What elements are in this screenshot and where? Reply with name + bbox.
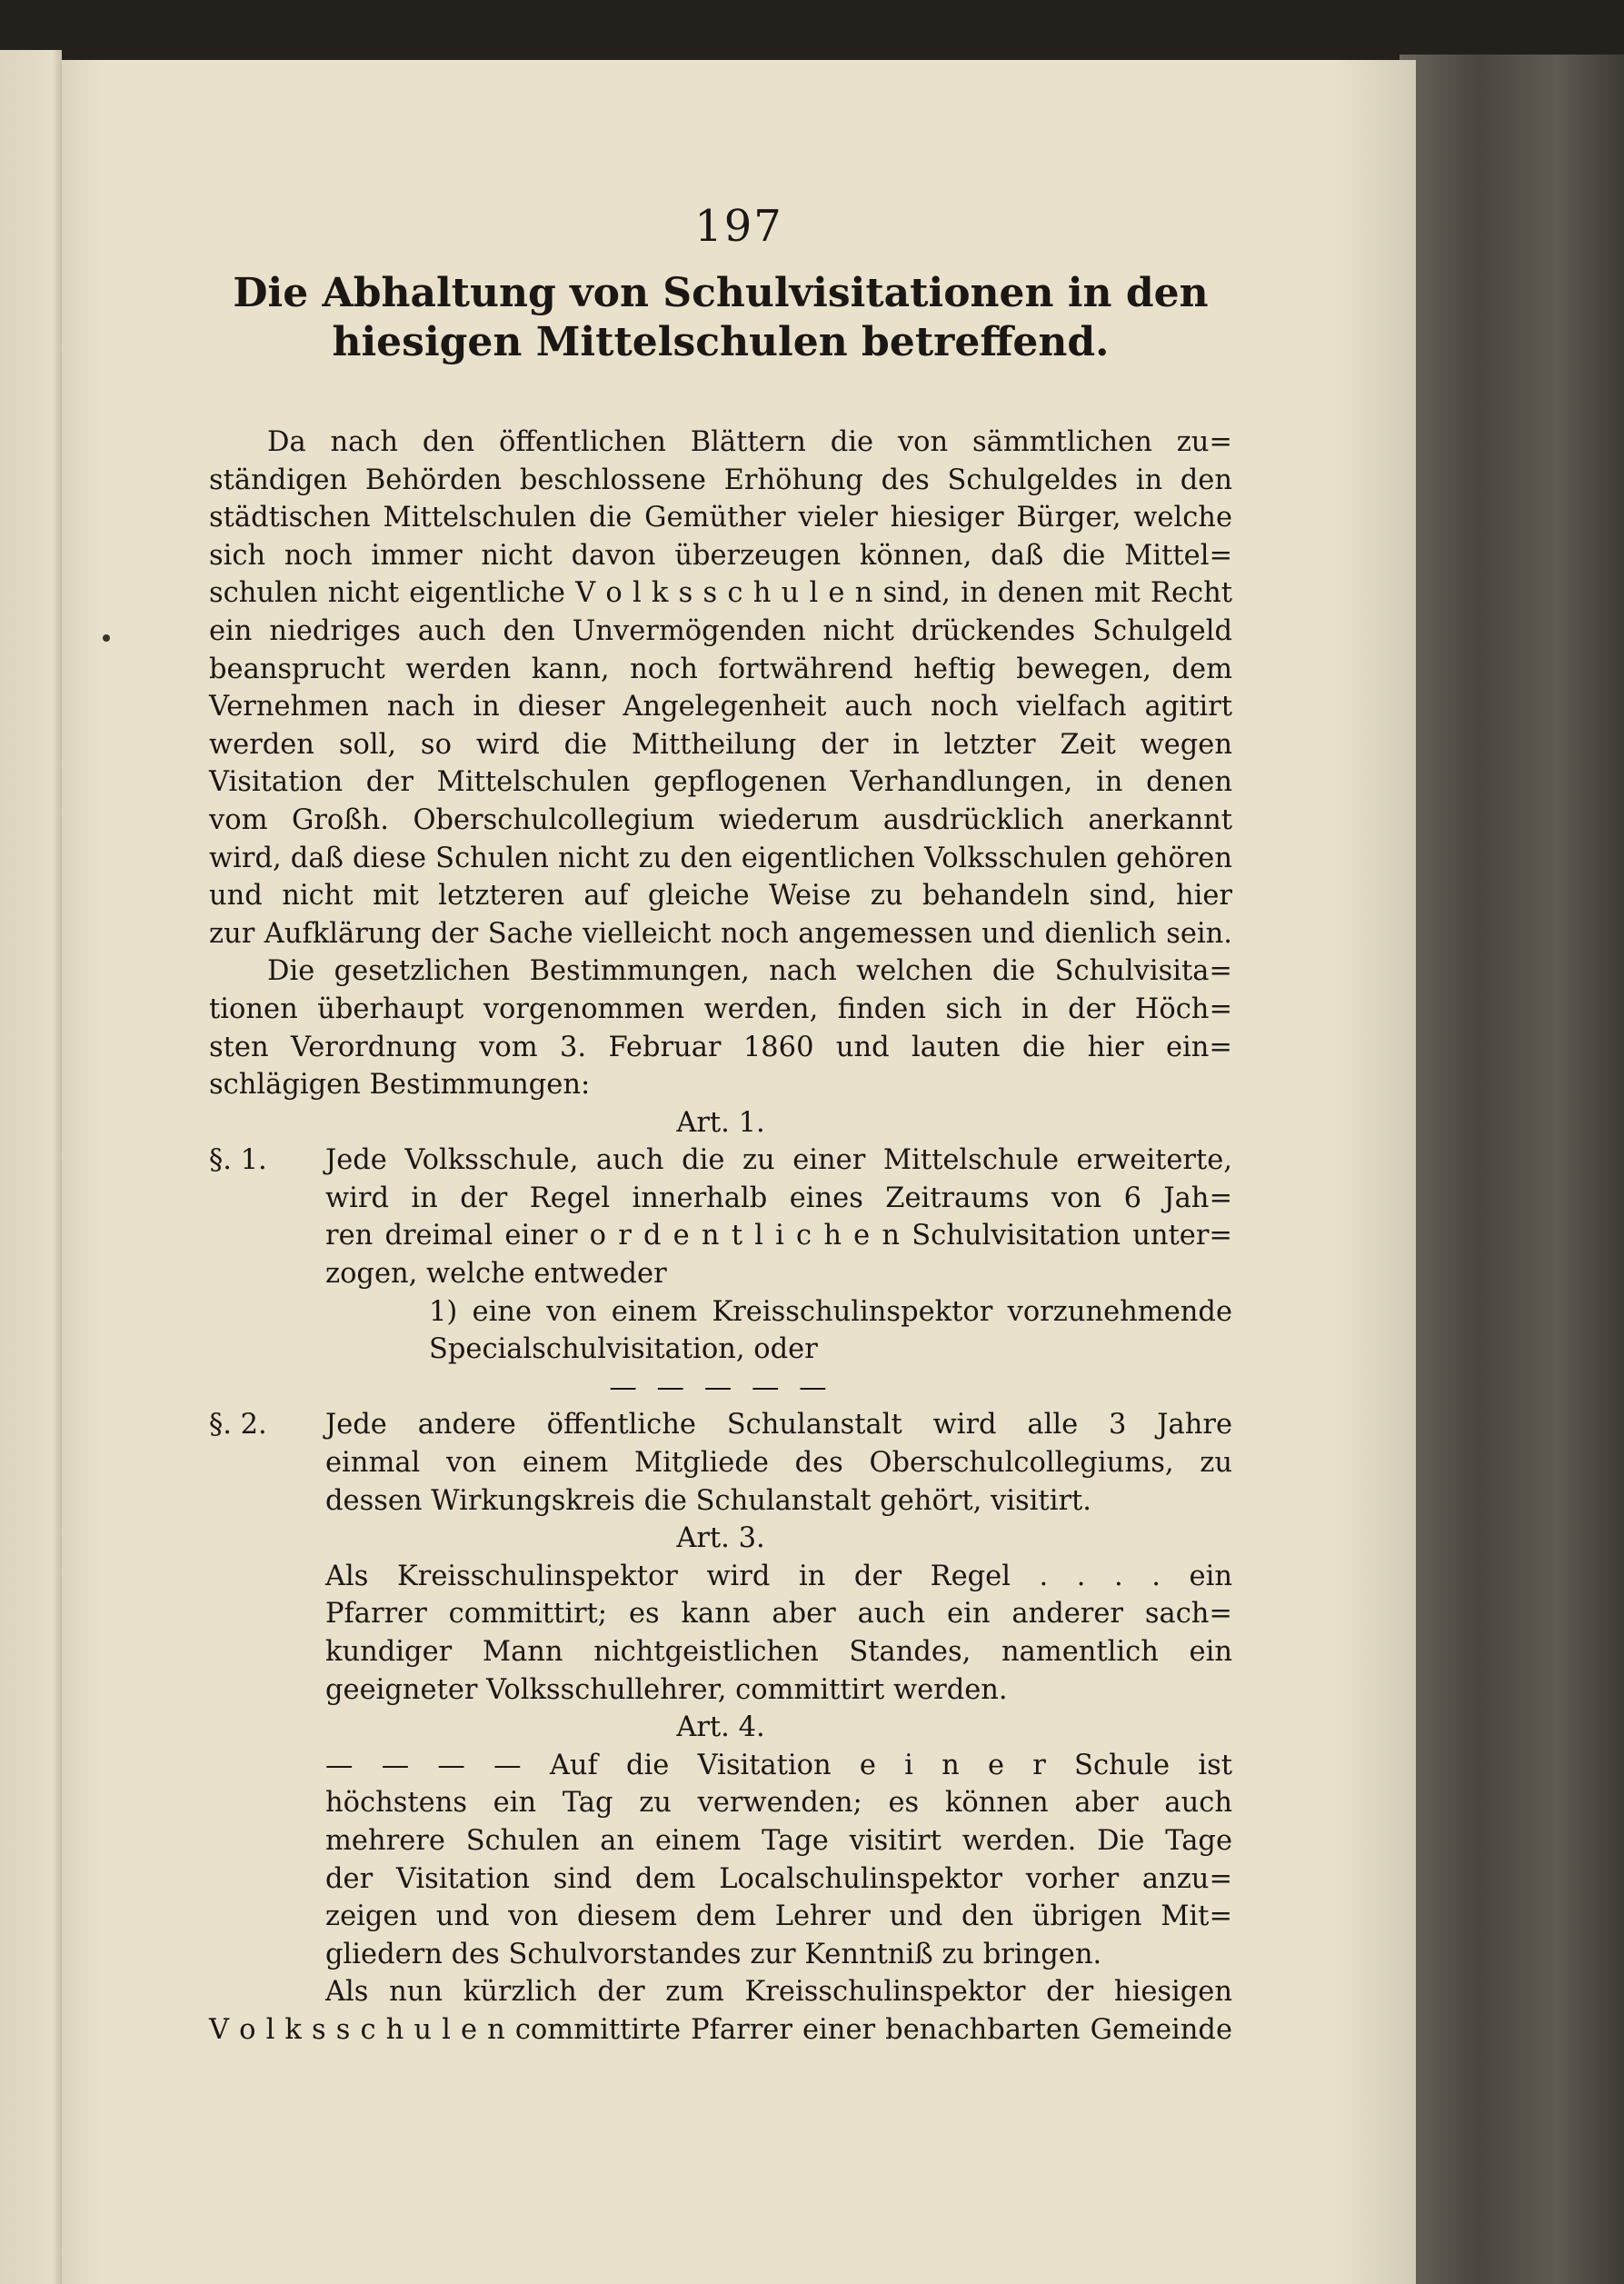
list-item: 1) eine von einem Kreisschulinspektor vorzunehmende (429, 1295, 1232, 1328)
text-line: ständigen Behörden beschlossene Erhöhung des Schulgeldes in den (209, 464, 1232, 496)
section-text: Jede andere öffentliche Schulanstalt wird alle 3 Jahre (325, 1409, 1232, 1441)
text-line: und nicht mit letzteren auf gleiche Weise zu behandeln sind, hier (209, 880, 1232, 913)
text-line: V o l k s s c h u l e n committirte Pfarrer einer benachbarten Gemeinde (209, 2013, 1232, 2046)
facing-page-edge (0, 50, 62, 2284)
text-line: gliedern des Schulvorstandes zur Kenntniß zu bringen. (325, 1938, 1102, 1970)
text-line: städtischen Mittelschulen die Gemüther vieler hiesiger Bürger, welche (209, 502, 1232, 534)
title-line: Die Abhaltung von Schulvisitationen in den (233, 270, 1209, 316)
article-heading: Art. 3. (676, 1522, 765, 1555)
text-line: Als nun kürzlich der zum Kreisschulinspektor der hiesigen (325, 1976, 1232, 2009)
text-line: sich noch immer nicht davon überzeugen können, daß die Mittel= (209, 539, 1232, 572)
text-line: kundiger Mann nichtgeistlichen Standes, namentlich ein (325, 1636, 1232, 1668)
text-line: wird, daß diese Schulen nicht zu den eigentlichen Volksschulen gehören (209, 842, 1232, 874)
title-line: hiesigen Mittelschulen betreffend. (332, 319, 1110, 365)
text-line: schlägigen Bestimmungen: (209, 1069, 591, 1102)
book-page (62, 60, 1416, 2284)
article-heading: Art. 4. (676, 1711, 765, 1744)
text-line: ein niedriges auch den Unvermögenden nicht drückendes Schulgeld (209, 614, 1232, 647)
text-line: der Visitation sind dem Localschulinspektor vorher anzu= (325, 1862, 1232, 1895)
text-line: sten Verordnung vom 3. Februar 1860 und lauten die hier ein= (209, 1031, 1232, 1063)
text-line: ren dreimal einer o r d e n t l i c h e n Schulvisitation unter= (325, 1220, 1232, 1252)
margin-dot (103, 634, 110, 642)
text-line: schulen nicht eigentliche V o l k s s c h u l e n sind, in denen mit Recht (209, 577, 1232, 610)
list-item-continuation: Specialschulvisitation, oder (429, 1333, 818, 1366)
text-line: Die gesetzlichen Bestimmungen, nach welchen die Schulvisita= (267, 955, 1232, 988)
text-line: — — — — Auf die Visitation e i n e r Schule ist (325, 1749, 1232, 1781)
omission-dashes: — — — — — (609, 1371, 832, 1403)
section-text: Jede Volksschule, auch die zu einer Mittelschule erweiterte, (325, 1144, 1232, 1177)
text-line: zeigen und von diesem dem Lehrer und den übrigen Mit= (325, 1900, 1232, 1933)
text-line: zogen, welche entweder (325, 1258, 667, 1291)
text-line: höchstens ein Tag zu verwenden; es können aber auch (325, 1787, 1232, 1820)
text-line: Vernehmen nach in dieser Angelegenheit auch noch vielfach agitirt (209, 691, 1232, 723)
section-number: §. 2. (209, 1409, 267, 1441)
text-line: zur Aufklärung der Sache vielleicht noch angemessen und dienlich sein. (209, 917, 1232, 950)
section-line (209, 1142, 1232, 1180)
text-line: Da nach den öffentlichen Blättern die von sämmtlichen zu= (267, 426, 1232, 458)
article-title (209, 269, 1232, 367)
section-number: §. 1. (209, 1144, 267, 1177)
text-line: werden soll, so wird die Mittheilung der in letzter Zeit wegen (209, 728, 1232, 761)
page-number: 197 (694, 201, 783, 252)
text-line: geeigneter Volksschullehrer, committirt werden. (325, 1673, 1008, 1706)
text-line: dessen Wirkungskreis die Schulanstalt gehört, visitirt. (325, 1484, 1091, 1517)
article-body (209, 424, 1232, 2050)
text-line: vom Großh. Oberschulcollegium wiederum ausdrücklich anerkannt (209, 803, 1232, 836)
text-line: mehrere Schulen an einem Tage visitirt werden. Die Tage (325, 1824, 1232, 1857)
text-line: beansprucht werden kann, noch fortwährend heftig bewegen, dem (209, 653, 1232, 685)
text-line: Pfarrer committirt; es kann aber auch ein anderer sach= (325, 1598, 1232, 1631)
text-line: wird in der Regel innerhalb eines Zeitraums von 6 Jah= (325, 1182, 1232, 1214)
text-line: einmal von einem Mitgliede des Oberschulcollegiums, zu (325, 1447, 1232, 1480)
book-edge (1400, 55, 1624, 2284)
text-line: tionen überhaupt vorgenommen werden, finden sich in der Höch= (209, 992, 1232, 1025)
text-line: Visitation der Mittelschulen gepflogenen Verhandlungen, in denen (209, 766, 1232, 799)
article-heading: Art. 1. (676, 1106, 765, 1139)
section-line (209, 1406, 1232, 1444)
text-line: Als Kreisschulinspektor wird in der Regel . . . . ein (325, 1560, 1232, 1592)
